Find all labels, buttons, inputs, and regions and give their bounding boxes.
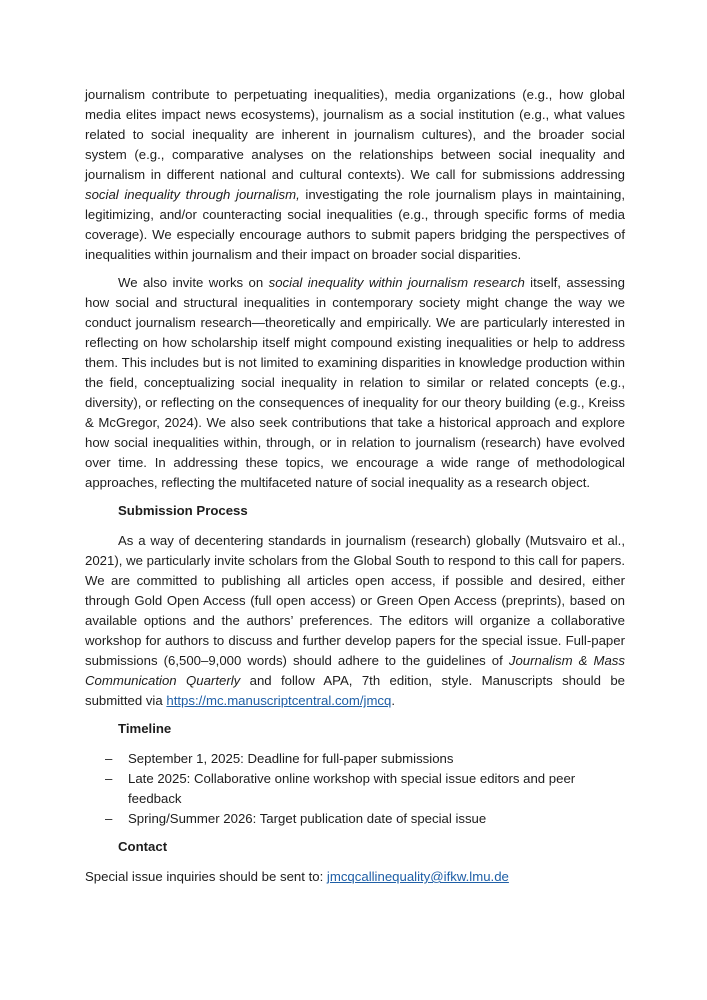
paragraph-text: itself, assessing how social and structural inequalities in contemporary society might change the way we conduct journalism research—theoretically and empirically. We are particularly interested in reflecting on how scholarship itself might compound existing inequalities or help to address them. This includes but is not limited to examining disparities in knowledge production within the field, conceptualizing social inequality in relation to similar or related concepts (e.g., diversity), or reflecting on the consequences of inequality for our theory building (e.g., Kreiss & McGregor, 2024). We also seek contributions that take a historical approach and explore how social inequalities within, through, or in relation to journalism (research) have evolved over time. In addressing these topics, we encourage a wide range of methodological approaches, reflecting the multifaceted nature of social inequality as a research object.	[85, 275, 625, 490]
dash-bullet-icon: –	[105, 771, 113, 786]
heading-contact: Contact	[118, 839, 168, 854]
heading-submission-process: Submission Process	[118, 503, 248, 518]
timeline-item	[85, 769, 625, 809]
dash-bullet-icon: –	[105, 751, 113, 766]
paragraph-contact	[85, 867, 625, 887]
paragraph-inequality-within-research	[85, 273, 625, 493]
paragraph-text: journalism contribute to perpetuating inequalities), media organizations (e.g., how global media elites impact news ecosystems), journalism as a social institution (e.g., what values related to social inequality are inherent in journalism cultures), and the broader social system (e.g., comparative analyses on the relationships between social inequality and journalism in different national and cultural contexts). We call for submissions addressing	[85, 87, 625, 182]
dash-bullet-icon: –	[105, 811, 113, 826]
contact-email-link[interactable]: jmcqcallinequality@ifkw.lmu.de	[326, 869, 509, 884]
timeline-item	[85, 749, 625, 769]
paragraph-text: As a way of decentering standards in journalism (research) globally (Mutsvairo et al., 2021), we particularly invite scholars from the Global South to respond to this call for papers. We are committed to publishing all articles open access, if possible and desired, either through Gold Open Access (full open access) or Green Open Access (preprints), based on available options and the authors’ preferences. The editors will organize a collaborative workshop for authors to discuss and further develop papers for the special issue. Full-paper submissions (6,500–9,000 words) should adhere to the guidelines of	[85, 533, 625, 668]
timeline-item-text: Spring/Summer 2026: Target publication date of special issue	[128, 811, 487, 826]
emphasis-text: social inequality through journalism,	[85, 187, 300, 202]
timeline-item-text: Late 2025: Collaborative online workshop with special issue editors and peer feedback	[128, 771, 576, 806]
timeline-list	[85, 749, 625, 829]
timeline-item-text: September 1, 2025: Deadline for full-paper submissions	[128, 751, 454, 766]
paragraph-text: and follow APA, 7th edition, style. Manuscripts should be submitted via	[85, 673, 625, 708]
paragraph-text: .	[391, 693, 396, 708]
document-body	[85, 85, 625, 887]
paragraph-text: investigating the role journalism plays in maintaining, legitimizing, and/or counteracting social inequalities (e.g., through specific forms of media coverage). We especially encourage authors to submit papers bridging the perspectives of inequalities within journalism and their impact on broader social disparities.	[85, 187, 625, 262]
paragraph-text: We also invite works on	[118, 275, 269, 290]
paragraph-submission-process	[85, 531, 625, 711]
paragraph-text: Special issue inquiries should be sent to:	[85, 869, 327, 884]
paragraph-inequality-through-journalism	[85, 85, 625, 265]
submission-link[interactable]: https://mc.manuscriptcentral.com/jmcq	[166, 693, 392, 708]
journal-title: Journalism & Mass Communication Quarterly	[85, 653, 625, 688]
heading-timeline: Timeline	[118, 721, 172, 736]
timeline-item	[85, 809, 625, 829]
emphasis-text: social inequality within journalism research	[268, 275, 525, 290]
